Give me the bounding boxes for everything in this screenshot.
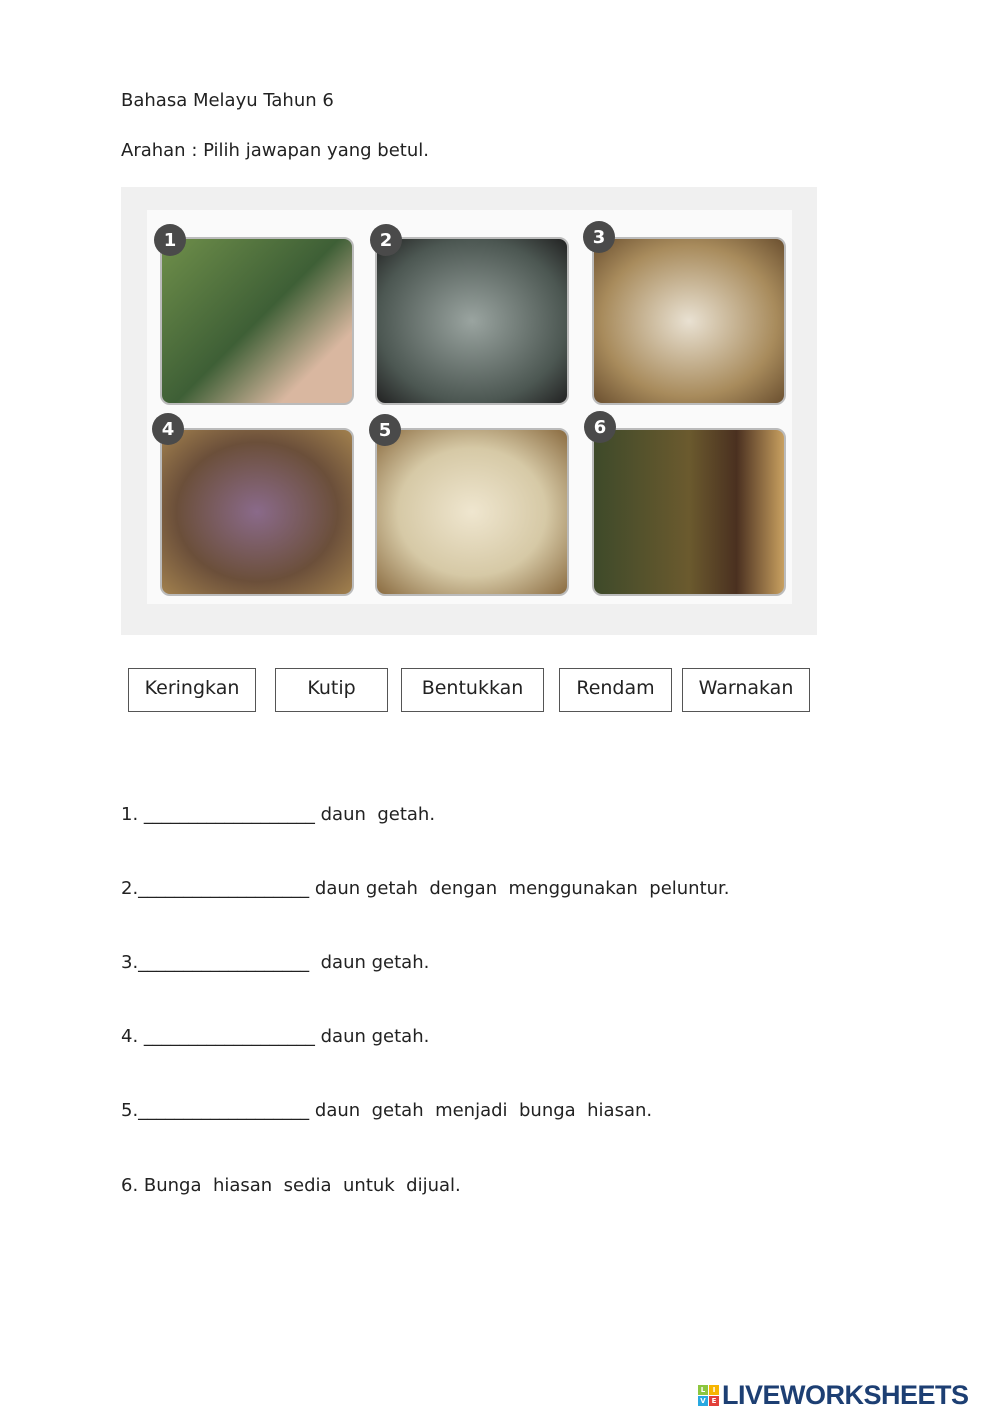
photo-number-badge: 3	[583, 221, 615, 253]
photo-3-dry-leaves	[592, 237, 786, 405]
instruction: Arahan : Pilih jawapan yang betul.	[121, 140, 429, 161]
option-warnakan[interactable]: Warnakan	[682, 668, 810, 712]
question-text: daun getah.	[309, 952, 430, 973]
subject-title: Bahasa Melayu Tahun 6	[121, 90, 334, 111]
question-text: daun getah.	[314, 804, 436, 825]
photo-6-sell-flowers	[592, 428, 786, 596]
question-6	[121, 1175, 461, 1196]
question-text: daun getah.	[314, 1026, 430, 1047]
photo-4-color-leaves	[160, 428, 354, 596]
question-text: 6. Bunga hiasan sedia untuk dijual.	[121, 1175, 461, 1196]
logo-text: LIVEWORKSHEETS	[722, 1380, 969, 1410]
photo-number-badge: 2	[370, 224, 402, 256]
option-rendam[interactable]: Rendam	[559, 668, 672, 712]
photo-number-badge: 1	[154, 224, 186, 256]
photo-1-collect-leaves	[160, 237, 354, 405]
option-bentukkan[interactable]: Bentukkan	[401, 668, 544, 712]
photo-number-badge: 5	[369, 414, 401, 446]
answer-blank-3[interactable]: 3.___________________	[121, 952, 310, 973]
option-keringkan[interactable]: Keringkan	[128, 668, 256, 712]
photo-5-shape-flowers	[375, 428, 569, 596]
photo-2-soak-leaves	[375, 237, 569, 405]
question-1	[121, 804, 435, 825]
option-kutip[interactable]: Kutip	[275, 668, 388, 712]
question-4	[121, 1026, 429, 1047]
answer-blank-2[interactable]: 2.___________________	[121, 878, 310, 899]
answer-blank-5[interactable]: 5.___________________	[121, 1100, 310, 1121]
logo-icon	[698, 1385, 719, 1406]
question-5	[121, 1100, 652, 1121]
logo-letter: V	[698, 1396, 708, 1406]
logo-letter: I	[709, 1385, 719, 1395]
logo-letter: E	[709, 1396, 719, 1406]
photo-number-badge: 4	[152, 413, 184, 445]
answer-blank-4[interactable]: 4. ___________________	[121, 1026, 315, 1047]
question-3	[121, 952, 429, 973]
question-text: daun getah menjadi bunga hiasan.	[309, 1100, 653, 1121]
question-text: daun getah dengan menggunakan peluntur.	[309, 878, 730, 899]
liveworksheets-logo	[698, 1380, 969, 1411]
answer-blank-1[interactable]: 1. ___________________	[121, 804, 315, 825]
photo-number-badge: 6	[584, 411, 616, 443]
question-2	[121, 878, 730, 899]
logo-letter: L	[698, 1385, 708, 1395]
